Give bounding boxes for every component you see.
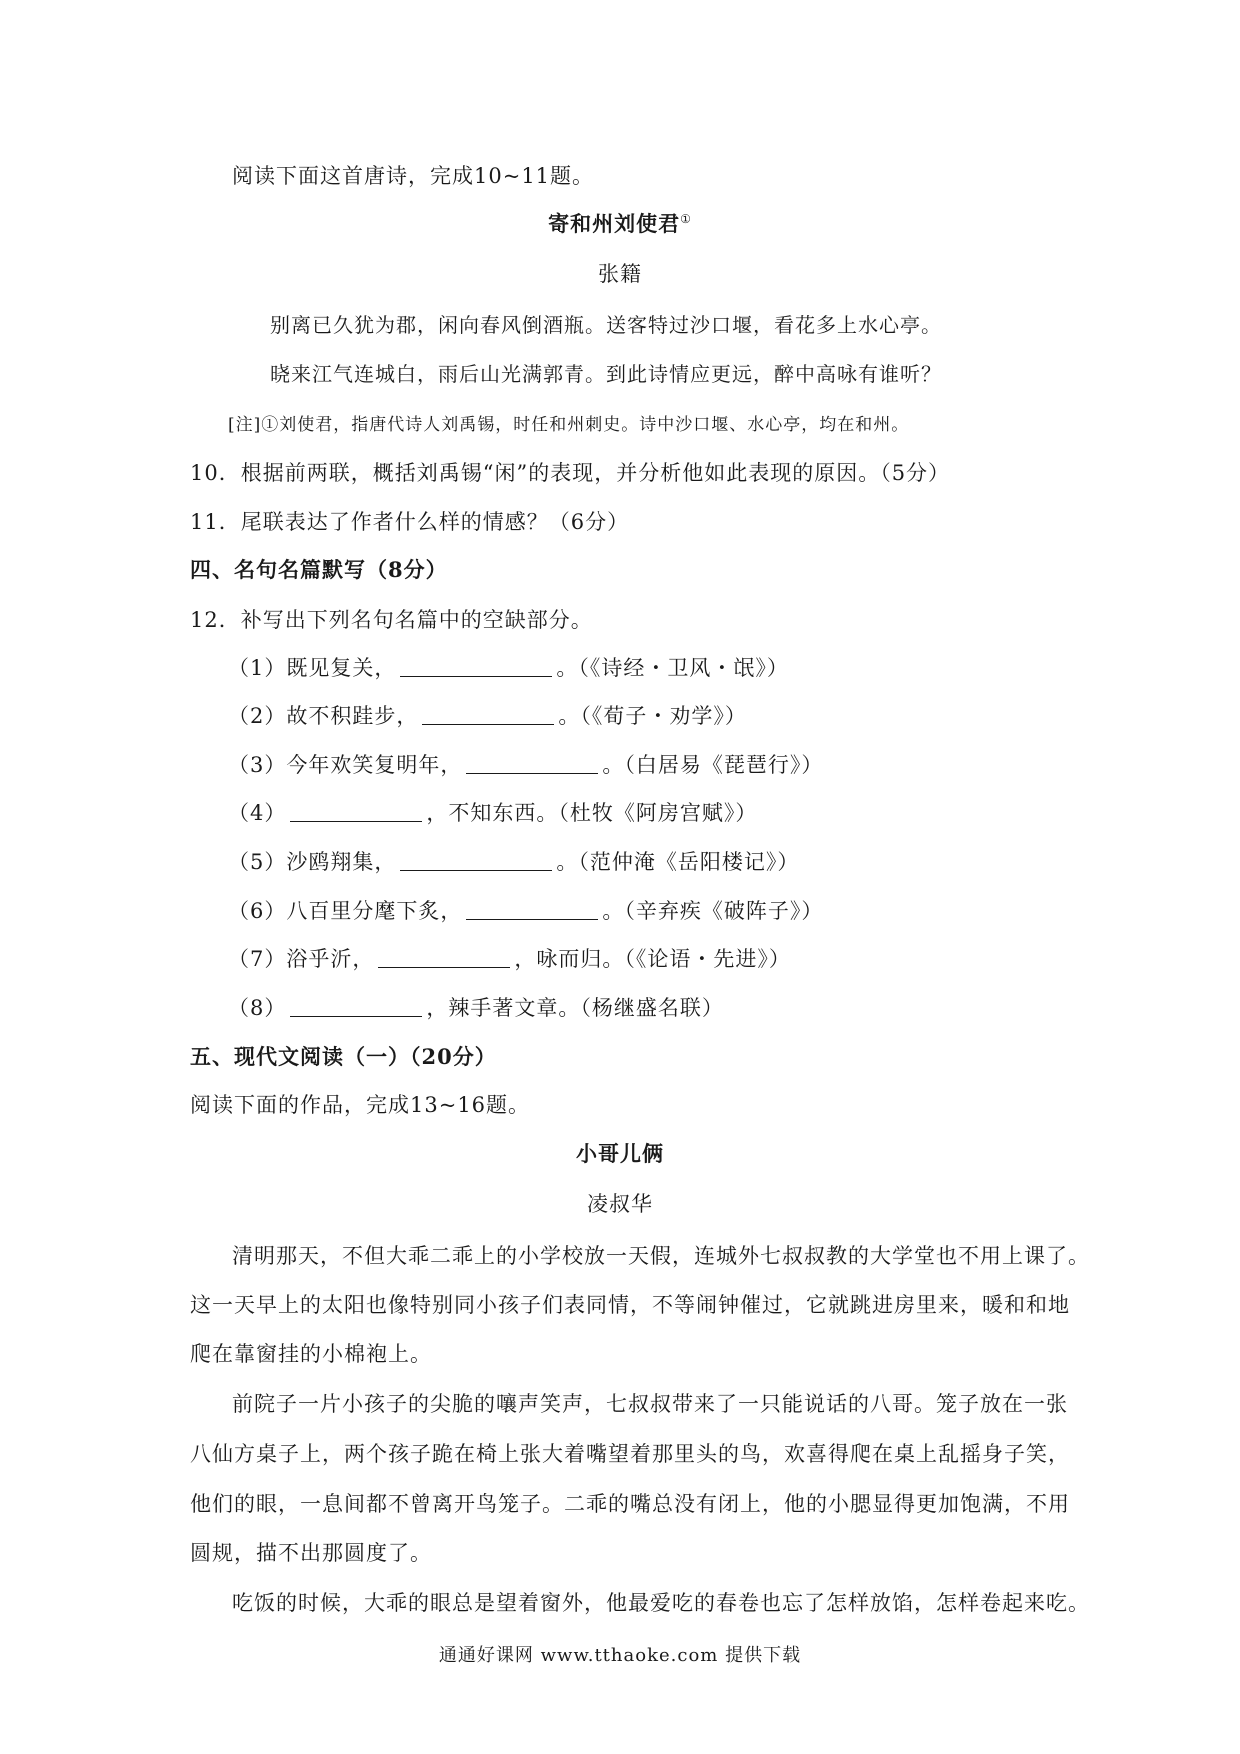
question-12: 12．补写出下列名句名篇中的空缺部分。 <box>190 608 593 632</box>
fill-item-8-suffix: ，辣手著文章。（杨继盛名联） <box>426 996 724 1020</box>
fill-item-2 <box>228 700 747 730</box>
story-p2-line-1: 前院子一片小孩子的尖脆的嚷声笑声，七叔叔带来了一只能说话的八哥。笼子放在一张 <box>232 1392 1068 1416</box>
story-p1-line-3: 爬在靠窗挂的小棉袍上。 <box>190 1342 432 1366</box>
fill-item-2-suffix: 。（《荀子・劝学》） <box>558 704 747 728</box>
fill-item-7 <box>228 943 791 973</box>
story-p2-line-3: 他们的眼，一息间都不曾离开鸟笼子。二乖的嘴总没有闭上，他的小腮显得更加饱满，不用 <box>190 1492 1070 1516</box>
answer-blank-6[interactable] <box>466 899 598 920</box>
fill-item-6 <box>228 895 823 925</box>
poem-title <box>0 208 1240 238</box>
fill-item-4-suffix: ，不知东西。（杜牧《阿房宫赋》） <box>426 801 758 825</box>
question-11: 11．尾联表达了作者什么样的情感？（6分） <box>190 510 630 534</box>
story-p1-line-1: 清明那天，不但大乖二乖上的小学校放一天假，连城外七叔叔教的大学堂也不用上课了。 <box>232 1244 1090 1268</box>
poem-title-text: 寄和州刘使君 <box>548 211 681 236</box>
question-10: 10．根据前两联，概括刘禹锡“闲”的表现，并分析他如此表现的原因。（5分） <box>190 461 951 485</box>
fill-item-5-prefix: （5）沙鸥翔集， <box>228 850 397 874</box>
fill-item-1-prefix: （1）既见复关， <box>228 656 397 680</box>
fill-item-3-suffix: 。（白居易《琵琶行》） <box>602 753 824 777</box>
story-reading-intro: 阅读下面的作品，完成13~16题。 <box>190 1093 531 1117</box>
fill-item-6-prefix: （6）八百里分麾下炙， <box>228 899 463 923</box>
poem-author: 张籍 <box>598 262 642 286</box>
section-4-heading: 四、名句名篇默写（8分） <box>190 557 448 582</box>
fill-item-7-prefix: （7）浴乎沂， <box>228 947 375 971</box>
fill-item-4 <box>228 797 757 827</box>
fill-item-2-prefix: （2）故不积跬步， <box>228 704 419 728</box>
fill-item-1 <box>228 652 789 682</box>
answer-blank-8[interactable] <box>290 996 422 1017</box>
answer-blank-3[interactable] <box>466 753 598 774</box>
answer-blank-1[interactable] <box>400 656 552 677</box>
fill-item-4-prefix: （4） <box>228 801 287 825</box>
fill-item-3 <box>228 749 823 779</box>
poem-footnote-mark: ① <box>680 212 692 226</box>
fill-item-7-suffix: ，咏而归。（《论语・先进》） <box>514 947 791 971</box>
fill-item-8 <box>228 992 724 1022</box>
fill-item-6-suffix: 。（辛弃疾《破阵子》） <box>602 899 824 923</box>
page-footer: 通通好课网 www.tthaoke.com 提供下载 <box>438 1645 802 1666</box>
fill-item-8-prefix: （8） <box>228 996 287 1020</box>
story-p3-line-1: 吃饭的时候，大乖的眼总是望着窗外，他最爱吃的春卷也忘了怎样放馅，怎样卷起来吃。 <box>232 1591 1090 1615</box>
fill-item-1-suffix: 。（《诗经・卫风・氓》） <box>556 656 789 680</box>
answer-blank-7[interactable] <box>378 947 510 968</box>
fill-item-3-prefix: （3）今年欢笑复明年， <box>228 753 463 777</box>
story-p2-line-2: 八仙方桌子上，两个孩子跪在椅上张大着嘴望着那里头的鸟，欢喜得爬在桌上乱摇身子笑， <box>190 1442 1070 1466</box>
poem-reading-intro: 阅读下面这首唐诗，完成10~11题。 <box>232 164 595 188</box>
answer-blank-5[interactable] <box>400 850 552 871</box>
answer-blank-2[interactable] <box>422 704 554 725</box>
story-author: 凌叔华 <box>587 1192 653 1216</box>
fill-item-5 <box>228 846 799 876</box>
story-title: 小哥儿俩 <box>576 1141 664 1166</box>
story-p2-line-4: 圆规，描不出那圆度了。 <box>190 1541 432 1565</box>
fill-item-5-suffix: 。（范仲淹《岳阳楼记》） <box>556 850 800 874</box>
poem-line-1: 别离已久犹为郡，闲向春风倒酒瓶。送客特过沙口堰，看花多上水心亭。 <box>270 313 942 337</box>
story-p1-line-2: 这一天早上的太阳也像特别同小孩子们表同情，不等闹钟催过，它就跳进房里来，暖和和地 <box>190 1293 1070 1317</box>
poem-line-2: 晓来江气连城白，雨后山光满郭青。到此诗情应更远，醉中高咏有谁听？ <box>270 362 942 386</box>
answer-blank-4[interactable] <box>290 801 422 822</box>
section-5-heading: 五、现代文阅读（一）（20分） <box>190 1044 497 1069</box>
poem-annotation: [注]①刘使君，指唐代诗人刘禹锡，时任和州刺史。诗中沙口堰、水心亭，均在和州。 <box>228 415 910 435</box>
